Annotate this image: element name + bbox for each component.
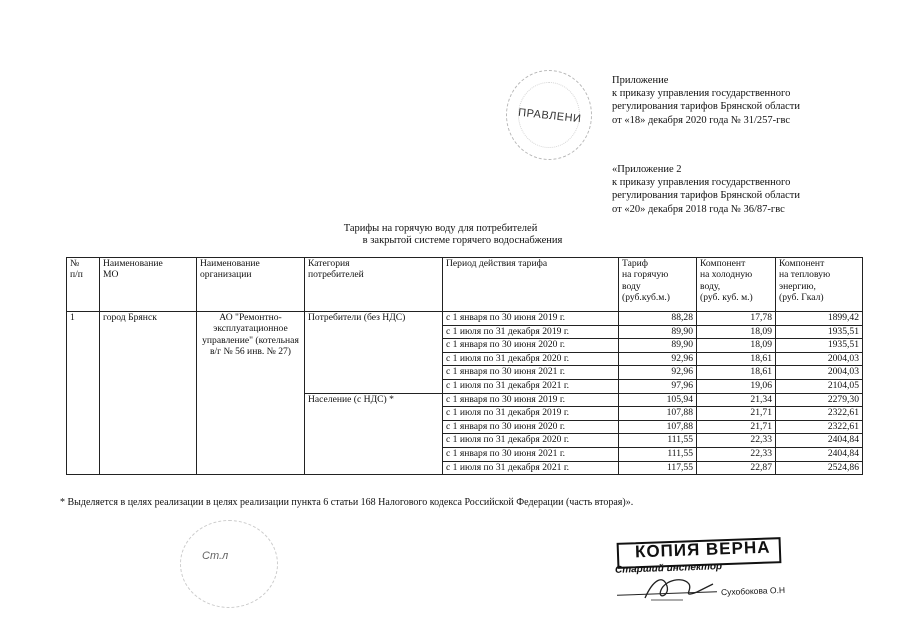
period: с 1 июля по 31 декабря 2019 г.: [443, 325, 619, 339]
cold-water-value: 18,61: [697, 366, 776, 380]
consumer-category: Население (с НДС) *: [305, 393, 443, 475]
header-tariff: Тариф на горячую воду (руб.куб.м.): [619, 258, 697, 312]
heat-energy-value: 2004,03: [776, 366, 863, 380]
official-seal-bottom: [180, 520, 280, 610]
tariff-value: 89,90: [619, 339, 697, 353]
appendix-line: регулирования тарифов Брянской области: [612, 190, 800, 202]
row-number: 1: [67, 312, 100, 475]
cold-water-value: 18,61: [697, 352, 776, 366]
tariff-value: 92,96: [619, 366, 697, 380]
heat-energy-value: 1899,42: [776, 312, 863, 326]
tariff-value: 107,88: [619, 407, 697, 421]
appendix-line: к приказу управления государственного: [612, 177, 791, 189]
period: с 1 января по 30 июня 2020 г.: [443, 339, 619, 353]
appendix-line: регулирования тарифов Брянской области: [612, 101, 800, 113]
cold-water-value: 19,06: [697, 379, 776, 393]
cold-water-value: 21,71: [697, 420, 776, 434]
tariff-value: 89,90: [619, 325, 697, 339]
cold-water-value: 17,78: [697, 312, 776, 326]
heat-energy-value: 1935,51: [776, 325, 863, 339]
cold-water-value: 21,34: [697, 393, 776, 407]
copy-stamp-title: КОПИЯ ВЕРНА: [634, 537, 771, 562]
heat-energy-value: 2322,61: [776, 420, 863, 434]
header-heat-energy: Компонент на тепловую энергию, (руб. Гкал): [776, 258, 863, 312]
header-category: Категория потребителей: [305, 258, 443, 312]
cold-water-value: 22,33: [697, 434, 776, 448]
appendix-previous-header: [612, 163, 800, 216]
period: с 1 июля по 31 декабря 2019 г.: [443, 407, 619, 421]
cold-water-value: 18,09: [697, 325, 776, 339]
tariff-value: 105,94: [619, 393, 697, 407]
period: с 1 июля по 31 декабря 2021 г.: [443, 461, 619, 475]
cold-water-value: 22,33: [697, 447, 776, 461]
period: с 1 января по 30 июня 2021 г.: [443, 447, 619, 461]
tariff-value: 117,55: [619, 461, 697, 475]
copy-stamp-role: Старший инспектор: [614, 561, 723, 576]
footnote: * Выделяется в целях реализации в целях реализации пункта 6 статьи 168 Налогового кодекса Российской Федерации (часть вторая)».: [60, 497, 634, 508]
organization: АО "Ремонтно-эксплуатационное управление" (котельная в/г № 56 инв. № 27): [197, 312, 305, 475]
heat-energy-value: 1935,51: [776, 339, 863, 353]
seal-handwriting: Ст.л: [202, 550, 229, 562]
appendix-line: к приказу управления государственного: [612, 88, 791, 100]
period: с 1 января по 30 июня 2021 г.: [443, 366, 619, 380]
period: с 1 января по 30 июня 2020 г.: [443, 420, 619, 434]
tariff-table: [66, 257, 863, 475]
tariff-value: 92,96: [619, 352, 697, 366]
period: с 1 января по 30 июня 2019 г.: [443, 312, 619, 326]
table-title-line1: Тарифы на горячую воду для потребителей: [343, 223, 538, 234]
tariff-value: 97,96: [619, 379, 697, 393]
seal-text: ПРАВЛЕНИ: [517, 106, 582, 126]
heat-energy-value: 2279,30: [776, 393, 863, 407]
period: с 1 января по 30 июня 2019 г.: [443, 393, 619, 407]
table-title-line2: в закрытой системе горячего водоснабжения: [362, 235, 563, 246]
heat-energy-value: 2104,05: [776, 379, 863, 393]
heat-energy-value: 2404,84: [776, 447, 863, 461]
municipality: город Брянск: [100, 312, 197, 475]
header-cold-water: Компонент на холодную воду, (руб. куб. м.): [697, 258, 776, 312]
heat-energy-value: 2322,61: [776, 407, 863, 421]
consumer-category: Потребители (без НДС): [305, 312, 443, 394]
cold-water-value: 22,87: [697, 461, 776, 475]
period: с 1 июля по 31 декабря 2021 г.: [443, 379, 619, 393]
tariff-value: 111,55: [619, 434, 697, 448]
header-mo: Наименование МО: [100, 258, 197, 312]
tariff-value: 111,55: [619, 447, 697, 461]
appendix-current-header: [612, 74, 800, 127]
table-header-row: [67, 258, 863, 312]
heat-energy-value: 2524,86: [776, 461, 863, 475]
official-seal-top: [506, 70, 594, 162]
appendix-line: от «20» декабря 2018 года № 36/87-гвс: [612, 203, 785, 215]
period: с 1 июля по 31 декабря 2020 г.: [443, 434, 619, 448]
table-row: [67, 312, 863, 326]
tariff-value: 88,28: [619, 312, 697, 326]
certified-copy-stamp: [613, 538, 791, 608]
copy-stamp-name: Сухобокова О.Н: [720, 584, 786, 598]
period: с 1 июля по 31 декабря 2020 г.: [443, 352, 619, 366]
header-org: Наименование организации: [197, 258, 305, 312]
signature-icon: [643, 570, 723, 606]
cold-water-value: 18,09: [697, 339, 776, 353]
header-period: Период действия тарифа: [443, 258, 619, 312]
appendix-line: «Приложение 2: [612, 164, 682, 175]
cold-water-value: 21,71: [697, 407, 776, 421]
header-num: № п/п: [67, 258, 100, 312]
tariff-value: 107,88: [619, 420, 697, 434]
appendix-line: Приложение: [612, 75, 669, 86]
heat-energy-value: 2004,03: [776, 352, 863, 366]
appendix-line: от «18» декабря 2020 года № 31/257-гвс: [612, 114, 791, 126]
heat-energy-value: 2404,84: [776, 434, 863, 448]
